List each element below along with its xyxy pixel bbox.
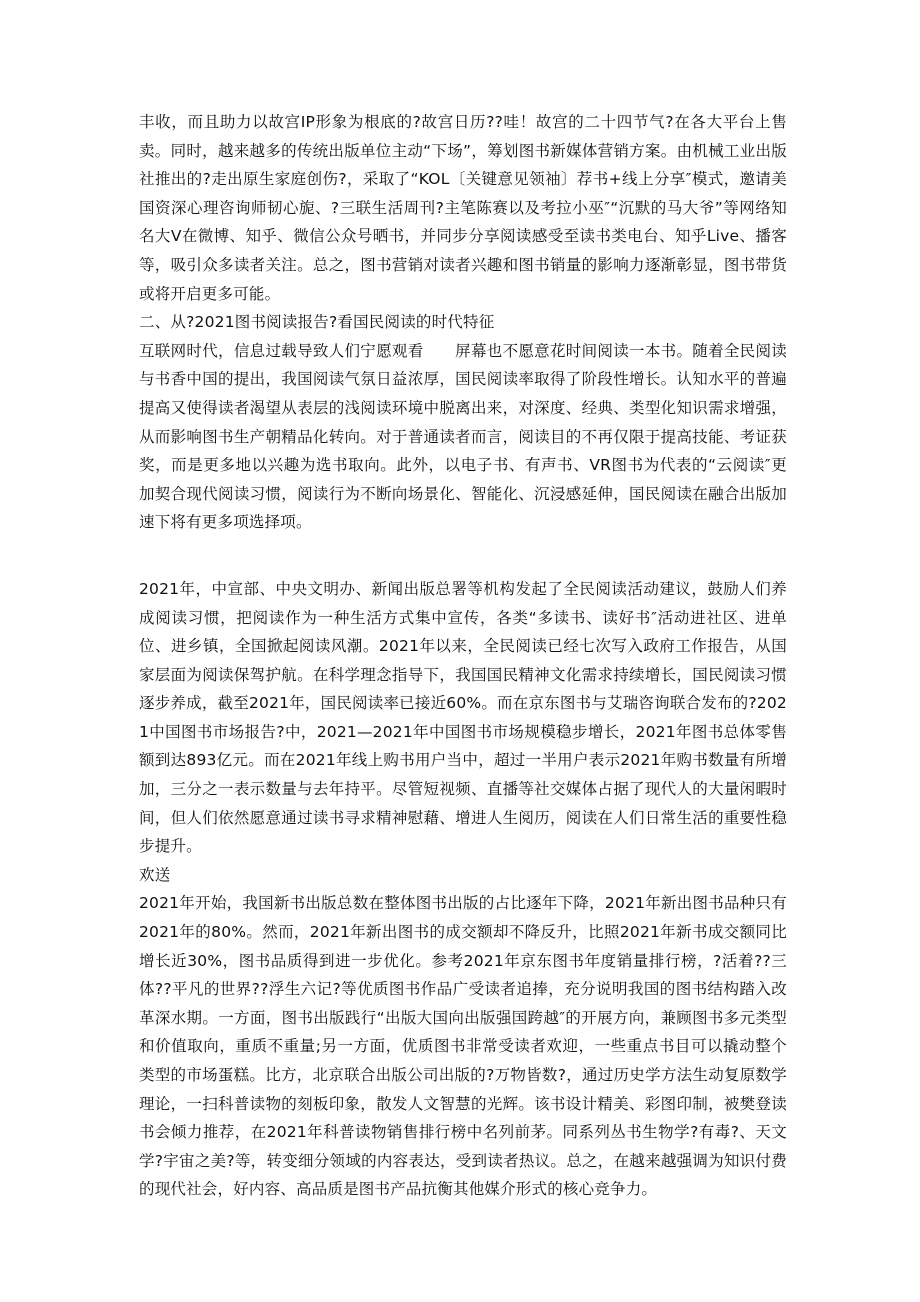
welcome-label: 欢送 bbox=[139, 865, 171, 884]
document-body bbox=[139, 108, 787, 1204]
paragraph-spacer bbox=[139, 537, 787, 575]
paragraph-book-marketing: 丰收，而且助力以故宫IP形象为根底的?故宫日历??哇！故宫的二十四节气?在各大平台上售卖。同时，越来越多的传统出版单位主动“下场”，筹划图书新媒体营销方案。由机械工业出版社推出的?走出原生家庭创伤?，采取了“KOL〔关键意见领袖〕荐书+线上分享″模式，邀请美国资深心理咨询师韧心旎、?三联生活周刊?主笔陈赛以及考拉小巫″“沉默的马大爷”等网络知名大V在微博、知乎、微信公众号晒书，并同步分享阅读感受至读书类电台、知乎Live、播客等，吸引众多读者关注。总之，图书营销对读者兴趣和图书销量的影响力逐渐彰显，图书带货或将开启更多可能。 bbox=[139, 113, 787, 303]
paragraph-new-books: 2021年开始，我国新书出版总数在整体图书出版的占比逐年下降，2021年新出图书品种只有2021年的80%。然而，2021年新出图书的成交额却不降反升，比照2021年新书成交额同比增长近30%，图书品质得到进一步优化。参考2021年京东图书年度销量排行榜，?活着??三体??平凡的世界??浮生六记?等优质图书作品广受读者追捧，充分说明我国的图书结构踏入改革深水期。一方面，图书出版践行“出版大国向出版强国跨越″的开展方向，兼顾图书多元类型和价值取向，重质不重量;另一方面，优质图书非常受读者欢迎，一些重点书目可以撬动整个类型的市场蛋糕。比方，北京联合出版公司出版的?万物皆数?，通过历史学方法生动复原数学理论，一扫科普读物的刻板印象，散发人文智慧的光辉。该书设计精美、彩图印制，被樊登读书会倾力推荐，在2021年科普读物销售排行榜中名列前茅。同系列丛书生物学?有毒?、天文学?宇宙之美?等，转变细分领域的内容表达，受到读者热议。总之，在越来越强调为知识付费的现代社会，好内容、高品质是图书产品抗衡其他媒介形式的核心竞争力。 bbox=[139, 894, 787, 1199]
paragraph-national-reading: 2021年，中宣部、中央文明办、新闻出版总署等机构发起了全民阅读活动建议，鼓励人们养成阅读习惯，把阅读作为一种生活方式集中宣传，各类“多读书、读好书″活动进社区、进单位、进乡镇，全国掀起阅读风潮。2021年以来，全民阅读已经七次写入政府工作报告，从国家层面为阅读保驾护航。在科学理念指导下，我国国民精神文化需求持续增长，国民阅读习惯逐步养成，截至2021年，国民阅读率已接近60%。而在京东图书与艾瑞咨询联合发布的?2021中国图书市场报告?中，2021—2021年中国图书市场规模稳步增长，2021年图书总体零售额到达893亿元。而在2021年线上购书用户当中，超过一半用户表示2021年购书数量有所增加，三分之一表示数量与去年持平。尽管短视频、直播等社交媒体占据了现代人的大量闲暇时间，但人们依然愿意通过读书寻求精神慰藉、增进人生阅历，阅读在人们日常生活的重要性稳步提升。 bbox=[139, 579, 787, 856]
section-heading: 二、从?2021图书阅读报告?看国民阅读的时代特征 bbox=[139, 313, 495, 332]
paragraph-reading-era: 互联网时代，信息过载导致人们宁愿观看 屏幕也不愿意花时间阅读一本书。随着全民阅读与书香中国的提出，我国阅读气氛日益浓厚，国民阅读率取得了阶段性增长。认知水平的普遍提高又使得读者渴望从表层的浅阅读环境中脱离出来，对深度、经典、类型化知识需求增强，从而影响图书生产朝精品化转向。对于普通读者而言，阅读目的不再仅限于提高技能、考证获奖，而是更多地以兴趣为选书取向。此外，以电子书、有声书、VR图书为代表的“云阅读″更加契合现代阅读习惯，阅读行为不断向场景化、智能化、沉浸感延伸，国民阅读在融合出版加速下将有更多项选择项。 bbox=[139, 341, 787, 532]
